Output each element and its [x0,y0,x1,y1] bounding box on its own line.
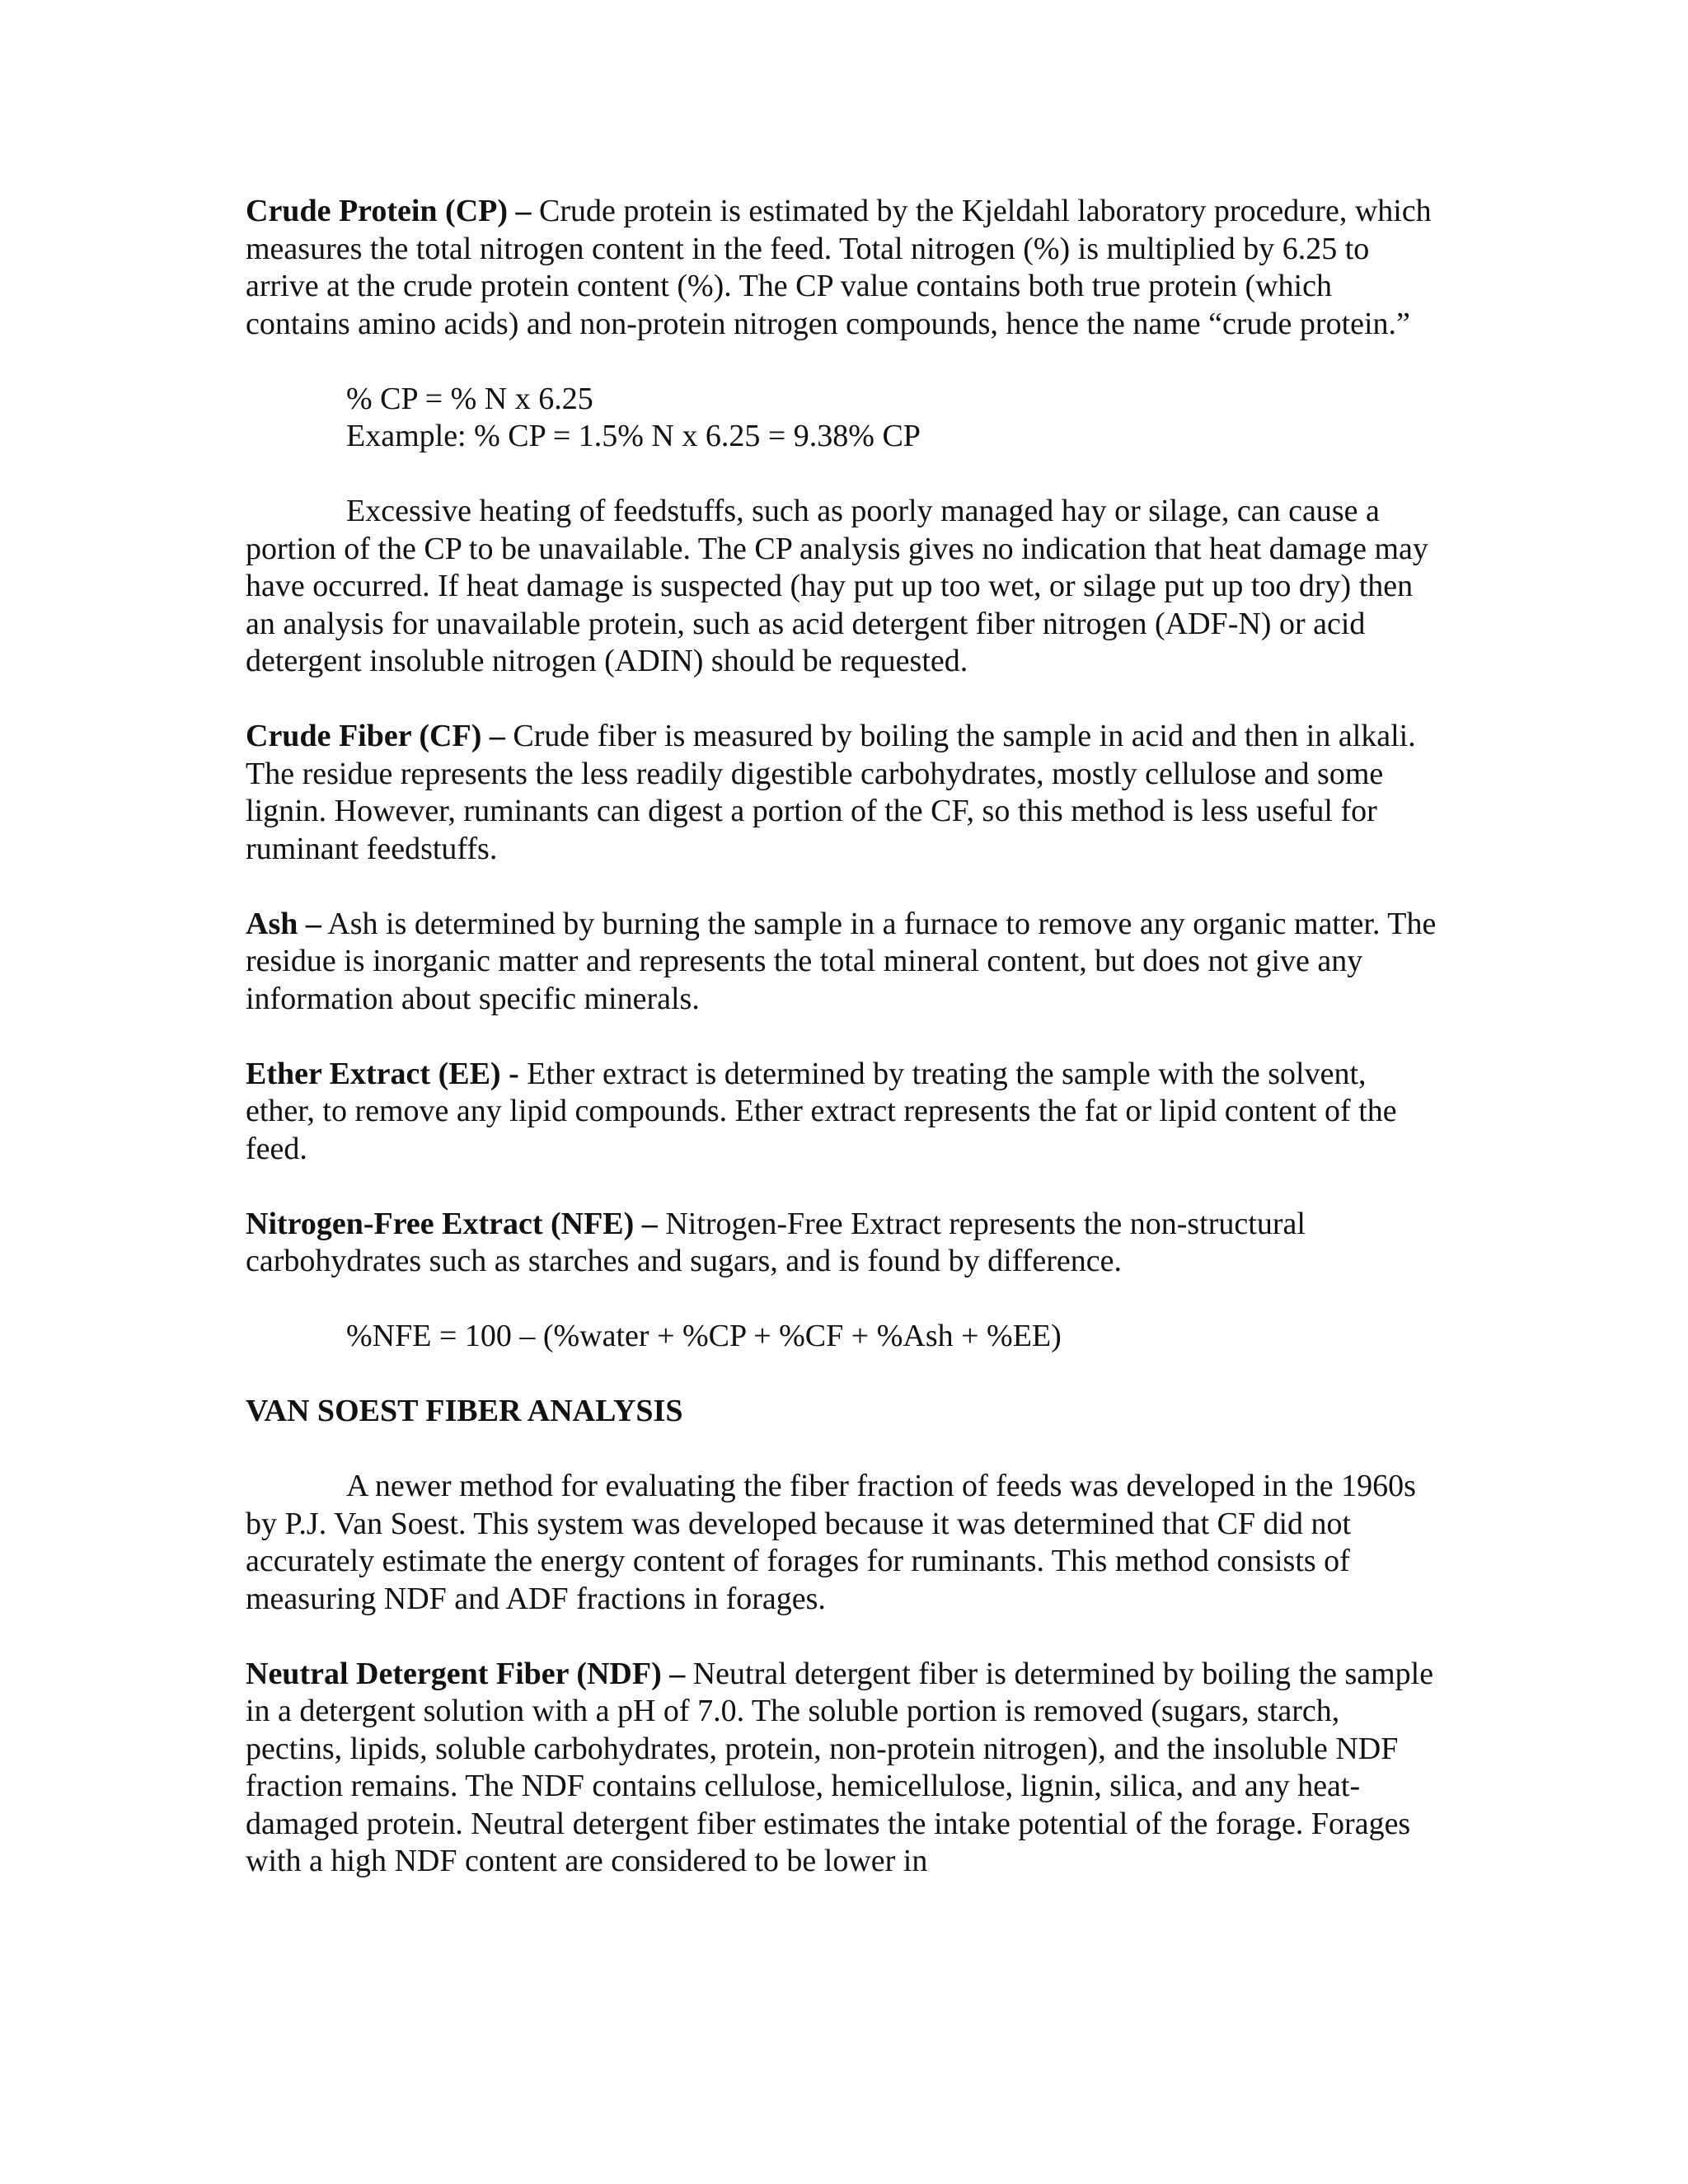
ndf-term: Neutral Detergent Fiber (NDF) – [246,1656,686,1691]
crude-fiber-term: Crude Fiber (CF) – [246,719,505,753]
ether-extract-paragraph [246,1056,1441,1169]
crude-protein-formula: % CP = % N x 6.25 [346,381,593,416]
crude-fiber-text: Crude fiber is measured by boiling the sample in acid and then in alkali. The residue represents the less readily digestible carbohydrates, mostly cellulose and some lignin. However, ruminants can digest a portion of the CF, so this method is less useful for ruminant feedstuffs. [246,719,1416,866]
ash-text: Ash is determined by burning the sample in a furnace to remove any organic matter. The residue is inorganic matter and represents the total mineral content, but does not give any information about specific minerals. [246,906,1437,1016]
nfe-formula: %NFE = 100 – (%water + %CP + %CF + %Ash + %EE) [346,1319,1062,1353]
nfe-text: Nitrogen-Free Extract represents the non-structural carbohydrates such as starches and sugars, and is found by difference. [246,1206,1306,1278]
ether-extract-term: Ether Extract (EE) - [246,1056,519,1091]
crude-fiber-paragraph [246,718,1441,868]
van-soest-paragraph: A newer method for evaluating the fiber fraction of feeds was developed in the 1960s by P.J. Van Soest. This system was developed because it was determined that CF did not accurately estimate the energy content of forages for ruminants. This method consists of measuring NDF and ADF fractions in forages. [246,1469,1416,1616]
heat-damage-paragraph: Excessive heating of feedstuffs, such as poorly managed hay or silage, can cause a portion of the CP to be unavailable. The CP analysis gives no indication that heat damage may have occurred. If heat damage is suspected (hay put up too wet, or silage put up too dry) then an analysis for unavailable protein, such as acid detergent fiber nitrogen (ADF-N) or acid detergent insoluble nitrogen (ADIN) should be requested. [246,494,1428,678]
crude-protein-term: Crude Protein (CP) – [246,194,532,228]
nfe-term: Nitrogen-Free Extract (NFE) – [246,1206,658,1241]
crude-protein-example: Example: % CP = 1.5% N x 6.25 = 9.38% CP [346,419,921,453]
crude-protein-formula-block [246,381,1441,456]
ndf-paragraph [246,1656,1441,1881]
crude-protein-paragraph [246,193,1441,343]
nfe-formula-block [246,1318,1441,1356]
ndf-text: Neutral detergent fiber is determined by boiling the sample in a detergent solution with a pH of 7.0. The soluble portion is removed (sugars, starch, pectins, lipids, soluble carbohydrates, protein, non-protein nitrogen), and the insoluble NDF fraction remains. The NDF contains cellulose, hemicellulose, lignin, silica, and any heat-damaged protein. Neutral detergent fiber estimates the intake potential of the forage. Forages with a high NDF content are considered to be lower in [246,1656,1434,1878]
ash-paragraph [246,906,1441,1019]
van-soest-heading: VAN SOEST FIBER ANALYSIS [246,1394,683,1428]
ether-extract-text: Ether extract is determined by treating the sample with the solvent, ether, to remove any lipid compounds. Ether extract represents the fat or lipid content of the feed. [246,1056,1397,1166]
document-page [246,193,1441,1918]
ash-term: Ash – [246,906,321,941]
crude-protein-text: Crude protein is estimated by the Kjeldahl laboratory procedure, which measures the total nitrogen content in the feed. Total nitrogen (%) is multiplied by 6.25 to arrive at the crude protein content (%). The CP value contains both true protein (which contains amino acids) and non-protein nitrogen compounds, hence the name “crude protein.” [246,194,1432,341]
nfe-paragraph [246,1206,1441,1281]
